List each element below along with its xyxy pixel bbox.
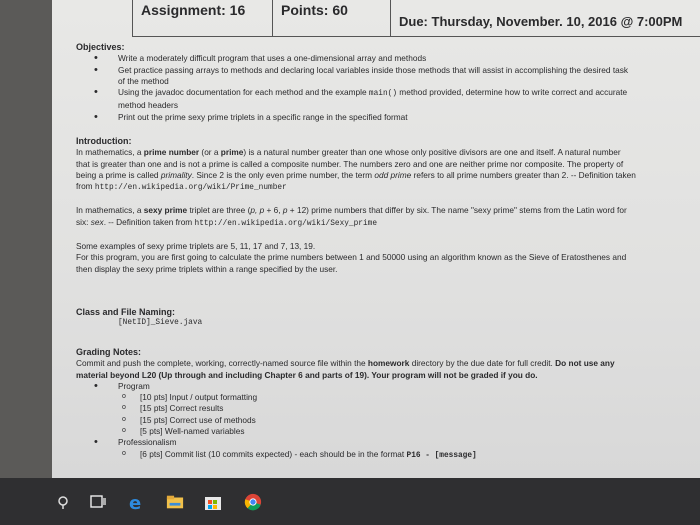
objectives-list — [76, 53, 636, 123]
objectives-section — [76, 42, 636, 123]
list-item: o [5 pts] Well-named variables — [76, 426, 636, 437]
list-item — [76, 381, 636, 437]
list-item: o [15 pts] Correct use of methods — [76, 415, 636, 426]
list-item: • Write a moderately difficult program that uses a one-dimensional array and methods — [76, 53, 636, 64]
code-main: main() — [368, 90, 397, 99]
grading-list — [76, 381, 636, 462]
grading-title: Grading Notes: — [76, 347, 142, 357]
javadoc-text-a: Using the javadoc documentation for each method and the example — [118, 87, 369, 98]
javadoc-text-c: accurate method headers — [118, 87, 628, 111]
grading-paragraph: Commit and push the complete, working, correctly-named source file within the homework directory by the due date for full credit. Do not use any material beyond L20 (Up through and including Chapter 6 and parts of 19). Your program will not be graded if you do. — [76, 358, 615, 380]
list-item: • Get practice passing arrays to methods and declaring local variables inside those methods that will assist in accomplishing the desired task of the method — [76, 65, 636, 88]
intro-paragraph-1: In mathematics, a prime number (or a prime) is a natural number greater than one whose only positive divisors are one and itself. A natural number that is greater than one and is not a prime is called a composite number. The numbers zero and one are neither prime nor composite. The property of being a prime is called primality. Since 2 is the only even prime number, the term odd prime refers to all prime numbers greater than 2. -- Definition taken from http://en.wikipedia.org/wiki/Prime_number — [76, 147, 636, 193]
edge-browser-icon[interactable] — [128, 493, 146, 511]
list-item: o [6 pts] Commit list (10 commits expected) - each should be in the format P16 - [message] — [76, 449, 636, 462]
introduction-section — [76, 136, 636, 275]
naming-title: Class and File Naming: — [76, 307, 176, 317]
file-explorer-icon[interactable] — [166, 493, 184, 511]
prime-number-url: http://en.wikipedia.org/wiki/Prime_number — [94, 184, 287, 193]
taskbar — [0, 478, 700, 525]
document-page — [52, 0, 700, 478]
list-item: o [10 pts] Input / output formatting — [76, 392, 636, 403]
chrome-icon[interactable] — [244, 493, 262, 511]
assignment-header — [132, 0, 700, 37]
list-item — [76, 437, 636, 462]
javadoc-text-b: method provided, determine how to write correct and — [397, 87, 593, 98]
program-label: Program — [118, 380, 150, 391]
task-view-icon[interactable] — [90, 493, 108, 511]
introduction-title: Introduction: — [76, 136, 132, 146]
sexy-prime-url: http://en.wikipedia.org/wiki/Sexy_prime — [194, 219, 378, 228]
intro-paragraph-3: Some examples of sexy prime triplets are 5, 11, 17 and 7, 13, 19. — [76, 241, 316, 252]
file-name: [NetID]_Sieve.java — [118, 319, 203, 328]
assignment-points: Points: 60 — [273, 0, 391, 36]
professionalism-label: Professionalism — [118, 437, 177, 448]
due-date: Due: Thursday, November. 10, 2016 @ 7:00PM — [399, 14, 683, 29]
list-item — [76, 87, 636, 112]
list-item: o [15 pts] Correct results — [76, 403, 636, 414]
naming-section — [76, 307, 636, 330]
commit-format: P16 - [message] — [406, 451, 477, 460]
list-item: • Print out the prime sexy prime triplets in a specific range in the specified format — [76, 112, 636, 123]
objectives-title: Objectives: — [76, 42, 125, 52]
intro-paragraph-2: In mathematics, a sexy prime triplet are three (p, p + 6, p + 12) prime numbers that differ by six. The name "sexy prime" stems from the Latin word for six: sex. -- Definition taken from http://en.wikipedia.org/wiki/Sexy_prime — [76, 205, 627, 228]
professionalism-sublist — [76, 449, 636, 462]
store-icon[interactable] — [204, 493, 222, 511]
program-sublist — [76, 392, 636, 437]
search-icon[interactable] — [54, 493, 72, 511]
intro-paragraph-4: For this program, you are first going to calculate the prime numbers between 1 and 50000 using an algorithm known as the Sieve of Eratosthenes and then display the sexy prime triplets within a range specified by the user. — [76, 252, 627, 274]
grading-section — [76, 347, 636, 462]
svg-text:e: e — [129, 492, 142, 511]
assignment-number: Assignment: 16 — [133, 0, 273, 36]
